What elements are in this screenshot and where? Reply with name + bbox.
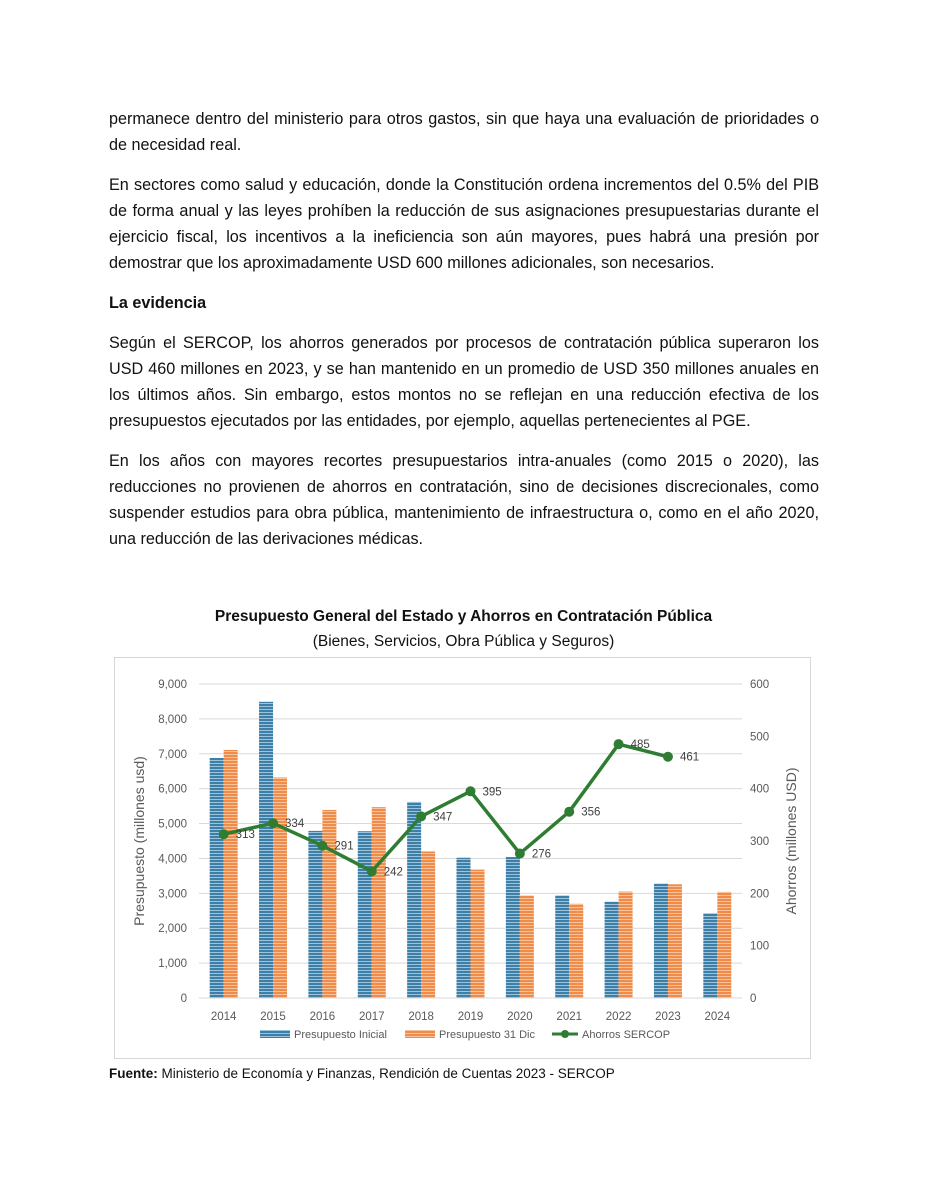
paragraph-3: Según el SERCOP, los ahorros generados por procesos de contratación pública superaron los USD 460 millones en 2023, y se han mantenido en un promedio de USD 350 millones anuales en los últimos años. Sin embargo, estos montos no se reflejan en una reducción efectiva de los presupuestos ejecutados por las entidades, por ejemplo, aquellas pertenecientes al PGE. bbox=[109, 334, 819, 430]
bar-presupuesto-31-dic bbox=[520, 895, 534, 998]
data-label-ahorros: 485 bbox=[630, 739, 650, 752]
bar-presupuesto-inicial bbox=[654, 884, 668, 998]
bar-presupuesto-inicial bbox=[259, 702, 273, 998]
bar-presupuesto-31-dic bbox=[273, 778, 287, 998]
y-tick-label: 7,000 bbox=[158, 748, 187, 761]
data-label-ahorros: 291 bbox=[334, 840, 354, 853]
point-ahorros-sercop bbox=[367, 866, 377, 876]
point-ahorros-sercop bbox=[663, 752, 673, 762]
x-tick-label: 2014 bbox=[210, 1011, 237, 1023]
y-tick-label: 8,000 bbox=[158, 713, 187, 726]
x-tick-label: 2019 bbox=[457, 1011, 484, 1023]
data-label-ahorros: 347 bbox=[433, 811, 453, 824]
data-label-ahorros: 242 bbox=[383, 866, 403, 879]
source-text: Ministerio de Economía y Finanzas, Rendición de Cuentas 2023 - SERCOP bbox=[161, 1066, 615, 1081]
line-ahorros-sercop bbox=[224, 744, 668, 871]
y2-axis-title: Ahorros (millones USD) bbox=[783, 767, 799, 915]
bar-presupuesto-31-dic bbox=[619, 892, 633, 998]
bar-presupuesto-31-dic bbox=[224, 750, 238, 998]
x-tick-label: 2023 bbox=[655, 1011, 681, 1023]
data-label-ahorros: 356 bbox=[581, 806, 601, 819]
bar-presupuesto-inicial bbox=[605, 902, 619, 998]
legend-label-orange: Presupuesto 31 Dic bbox=[439, 1029, 535, 1041]
paragraph-2: En sectores como salud y educación, donde la Constitución ordena incrementos del 0.5% del PIB de forma anual y las leyes prohíben la reducción de sus asignaciones presupuestarias durante el ejercicio fiscal, los incentivos a la ineficiencia son aún mayores, pues habrá una presión por demostrar que los aproximadamente USD 600 millones adicionales, son necesarios. bbox=[109, 176, 819, 272]
y2-tick-label: 200 bbox=[750, 888, 770, 901]
point-ahorros-sercop bbox=[317, 841, 327, 851]
y-tick-label: 2,000 bbox=[158, 923, 187, 936]
point-ahorros-sercop bbox=[416, 811, 426, 821]
bar-presupuesto-31-dic bbox=[471, 870, 485, 998]
source-label: Fuente: bbox=[109, 1066, 158, 1081]
x-tick-label: 2020 bbox=[507, 1011, 533, 1023]
combo-chart bbox=[115, 658, 810, 1058]
chart-frame bbox=[114, 657, 811, 1059]
point-ahorros-sercop bbox=[268, 818, 278, 828]
bar-presupuesto-31-dic bbox=[668, 884, 682, 998]
y2-tick-label: 500 bbox=[750, 731, 770, 744]
y2-tick-label: 0 bbox=[750, 993, 757, 1005]
point-ahorros-sercop bbox=[466, 786, 476, 796]
y-tick-label: 4,000 bbox=[158, 853, 187, 866]
bar-presupuesto-inicial bbox=[358, 831, 372, 998]
x-tick-label: 2018 bbox=[408, 1011, 434, 1023]
point-ahorros-sercop bbox=[219, 829, 229, 839]
x-tick-label: 2021 bbox=[556, 1011, 583, 1023]
legend-label-blue: Presupuesto Inicial bbox=[294, 1029, 387, 1041]
chart-subtitle: (Bienes, Servicios, Obra Pública y Seguros) bbox=[312, 633, 615, 650]
chart-title: Presupuesto General del Estado y Ahorros en Contratación Pública bbox=[214, 608, 713, 625]
y-tick-label: 6,000 bbox=[158, 783, 187, 796]
legend-label-ahorros: Ahorros SERCOP bbox=[582, 1029, 671, 1041]
y2-tick-label: 400 bbox=[750, 783, 770, 796]
y2-tick-label: 100 bbox=[750, 940, 770, 953]
point-ahorros-sercop bbox=[515, 849, 525, 859]
section-heading: La evidencia bbox=[109, 294, 207, 312]
y-axis-title: Presupuesto (millones usd) bbox=[131, 756, 147, 926]
bar-presupuesto-inicial bbox=[210, 758, 224, 998]
data-label-ahorros: 276 bbox=[531, 848, 552, 861]
y2-tick-label: 600 bbox=[750, 679, 770, 691]
y-tick-label: 0 bbox=[180, 993, 187, 1005]
x-tick-label: 2022 bbox=[605, 1011, 632, 1023]
y-tick-label: 1,000 bbox=[158, 958, 187, 971]
data-label-ahorros: 395 bbox=[482, 786, 502, 799]
legend-swatch-orange bbox=[405, 1030, 435, 1038]
legend-swatch-blue bbox=[260, 1030, 290, 1038]
bar-presupuesto-inicial bbox=[457, 858, 471, 998]
source-note bbox=[109, 1066, 615, 1081]
x-tick-label: 2017 bbox=[358, 1011, 385, 1023]
paragraph-1: permanece dentro del ministerio para otros gastos, sin que haya una evaluación de prioridades o de necesidad real. bbox=[109, 110, 819, 154]
bar-presupuesto-inicial bbox=[555, 895, 569, 998]
data-label-ahorros: 313 bbox=[235, 829, 255, 842]
y-tick-label: 3,000 bbox=[158, 888, 187, 901]
point-ahorros-sercop bbox=[564, 807, 574, 817]
x-tick-label: 2016 bbox=[309, 1011, 336, 1023]
y-tick-label: 9,000 bbox=[158, 679, 187, 691]
bar-presupuesto-31-dic bbox=[569, 904, 583, 998]
x-tick-label: 2015 bbox=[260, 1011, 286, 1023]
data-label-ahorros: 334 bbox=[285, 818, 305, 831]
bar-presupuesto-31-dic bbox=[717, 892, 731, 998]
bar-presupuesto-31-dic bbox=[322, 810, 336, 998]
y2-tick-label: 300 bbox=[750, 836, 770, 848]
data-label-ahorros: 461 bbox=[679, 751, 700, 764]
bar-presupuesto-31-dic bbox=[372, 807, 386, 998]
bar-presupuesto-31-dic bbox=[421, 851, 435, 998]
paragraph-4: En los años con mayores recortes presupuestarios intra-anuales (como 2015 o 2020), las reducciones no provienen de ahorros en contratación, sino de decisiones discrecionales, como suspender estudios para obra pública, mantenimiento de infraestructura o, como en el año 2020, una reducción de las derivaciones médicas. bbox=[109, 452, 819, 548]
x-tick-label: 2024 bbox=[704, 1011, 731, 1023]
page-body bbox=[109, 106, 819, 566]
point-ahorros-sercop bbox=[614, 739, 624, 749]
y-tick-label: 5,000 bbox=[158, 818, 187, 831]
bar-presupuesto-inicial bbox=[308, 831, 322, 998]
bar-presupuesto-inicial bbox=[703, 913, 717, 998]
legend-marker-ahorros bbox=[561, 1030, 569, 1038]
bar-presupuesto-inicial bbox=[506, 857, 520, 998]
